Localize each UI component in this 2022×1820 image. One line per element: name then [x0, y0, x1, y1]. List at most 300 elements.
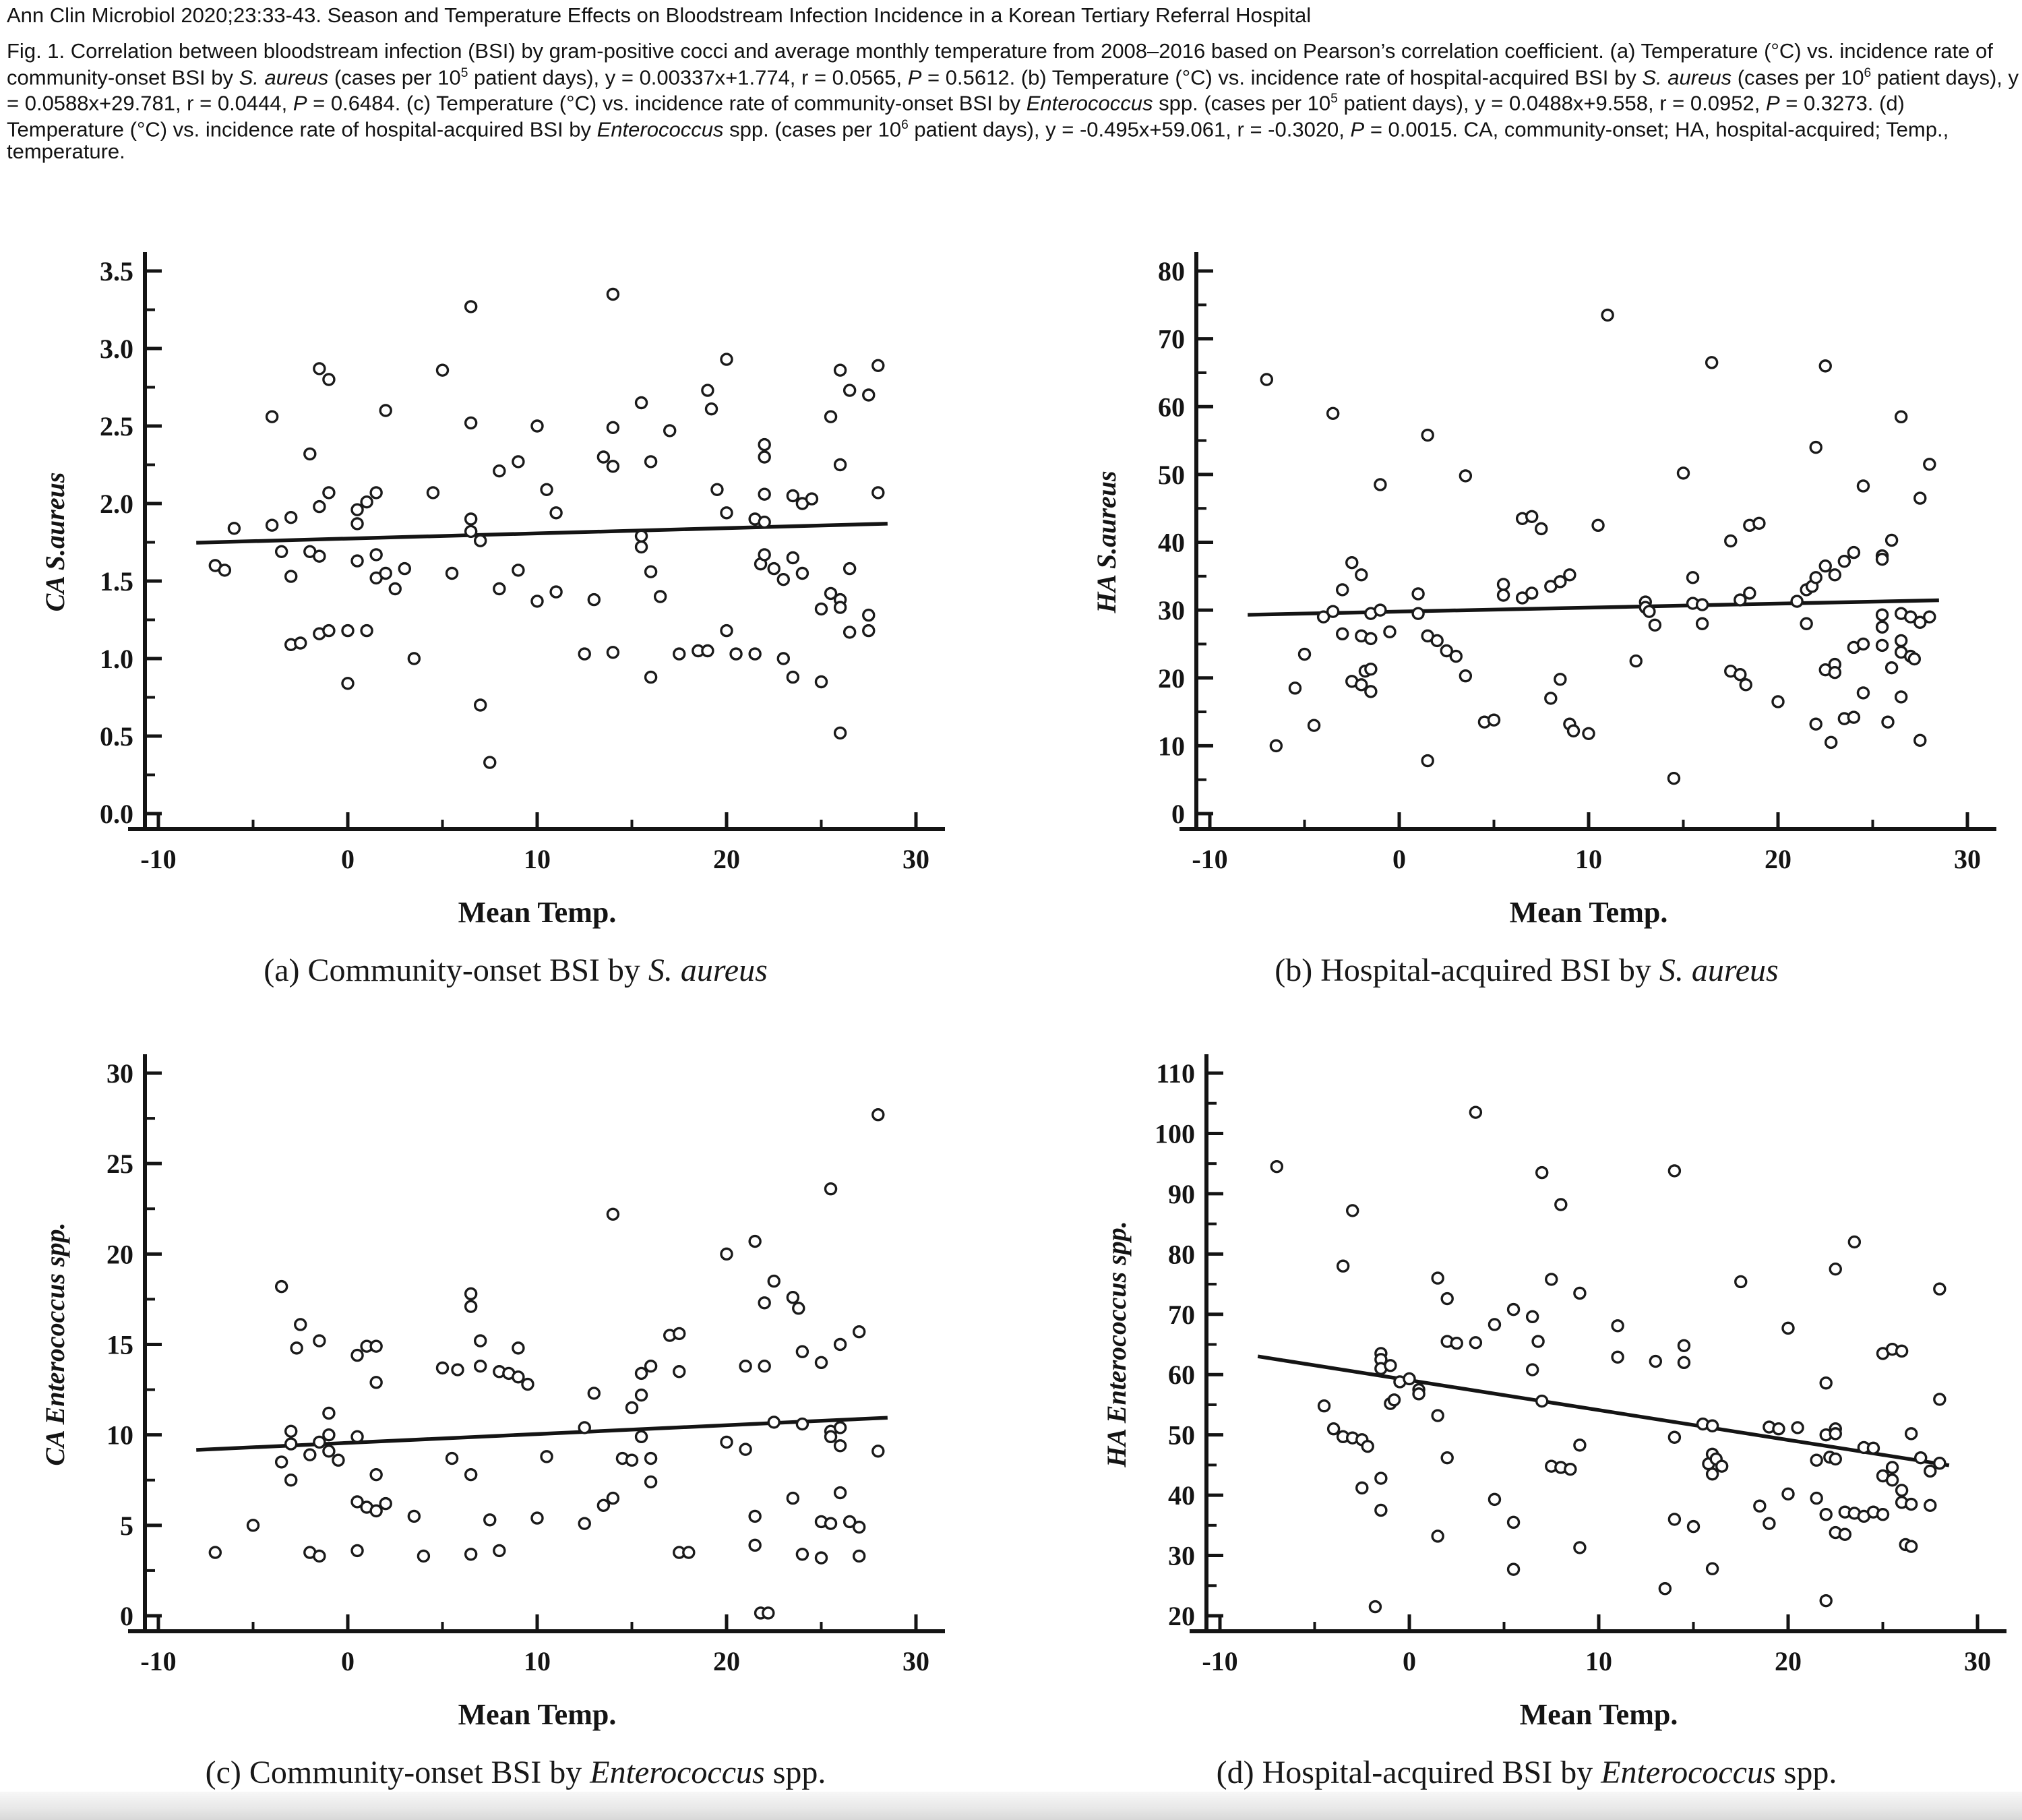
data-point: [390, 584, 400, 595]
x-tick-label: 30: [1954, 844, 1981, 874]
data-point: [1527, 511, 1537, 522]
data-point: [210, 1547, 220, 1558]
data-point: [352, 504, 363, 515]
data-point: [749, 1236, 760, 1247]
data-point: [513, 456, 524, 467]
y-tick-label: 5: [120, 1510, 133, 1541]
data-point: [1810, 572, 1821, 583]
data-point: [466, 1469, 477, 1480]
y-tick-label: 0.0: [100, 799, 133, 829]
data-point: [1934, 1458, 1945, 1469]
y-tick-label: 50: [1168, 1420, 1195, 1451]
data-point: [579, 1422, 590, 1433]
data-point: [286, 512, 297, 523]
data-point: [324, 1430, 334, 1440]
data-point: [352, 1545, 363, 1556]
data-point: [721, 354, 732, 365]
data-point: [1669, 1514, 1680, 1525]
y-tick-label: 110: [1156, 1058, 1195, 1089]
data-point: [228, 523, 239, 534]
data-point: [646, 456, 656, 467]
data-point: [826, 1431, 836, 1442]
y-tick-label: 2.0: [100, 489, 133, 519]
data-point: [1849, 1236, 1860, 1247]
data-point: [1688, 572, 1698, 583]
data-point: [1630, 656, 1641, 667]
y-tick-label: 1.5: [100, 566, 133, 597]
data-point: [1801, 618, 1812, 629]
data-point: [1783, 1488, 1794, 1499]
data-point: [1432, 1410, 1443, 1421]
panel-caption-c: [27, 1754, 1004, 1791]
data-point: [1565, 1464, 1576, 1475]
data-point: [248, 1520, 259, 1531]
data-point: [1508, 1564, 1519, 1575]
data-point: [291, 1343, 302, 1354]
panel-caption-d: [1038, 1754, 2015, 1791]
data-point: [731, 648, 741, 659]
data-point: [787, 672, 798, 683]
data-point: [607, 1493, 618, 1504]
y-tick-label: 80: [1158, 256, 1185, 286]
data-point: [646, 566, 656, 577]
x-tick-label: 30: [902, 844, 929, 874]
data-point: [1536, 523, 1547, 534]
text-segment: (b) Hospital-acquired BSI by: [1275, 952, 1659, 988]
data-point: [702, 385, 713, 396]
data-point: [466, 514, 477, 524]
data-point: [371, 487, 381, 498]
data-point: [1328, 408, 1339, 419]
data-point: [1385, 1360, 1396, 1371]
data-point: [816, 677, 827, 688]
data-point: [749, 648, 760, 659]
data-point: [494, 466, 505, 477]
data-point: [1877, 609, 1888, 620]
data-point: [749, 1540, 760, 1550]
data-point: [494, 1545, 505, 1556]
data-point: [1882, 717, 1893, 727]
x-axis-label: Mean Temp.: [1509, 896, 1668, 929]
data-point: [1568, 725, 1579, 736]
text-segment: spp.: [1775, 1755, 1837, 1790]
data-point: [1612, 1321, 1623, 1331]
data-point: [1413, 588, 1423, 599]
data-point: [816, 1357, 827, 1368]
scatter-plot-ca-saureus: [27, 251, 1004, 945]
data-point: [485, 757, 495, 768]
data-point: [352, 555, 363, 566]
data-point: [1460, 471, 1471, 481]
figure-caption: [7, 40, 2021, 162]
data-point: [778, 574, 789, 585]
data-point: [1659, 1583, 1670, 1594]
data-point: [1839, 1529, 1850, 1540]
data-point: [1707, 1420, 1718, 1431]
data-point: [1826, 737, 1837, 748]
data-point: [532, 1513, 543, 1523]
data-point: [427, 487, 438, 498]
data-point: [276, 1457, 287, 1467]
text-segment: = 0.0015. CA, community-onset; HA, hospital-acquired; Temp., temperature.: [7, 117, 1949, 163]
x-axis-label: Mean Temp.: [458, 1698, 617, 1731]
text-segment: (cases per 10: [328, 65, 461, 89]
data-point: [1644, 606, 1655, 617]
data-point: [380, 568, 391, 579]
data-point: [541, 1451, 552, 1462]
data-point: [361, 497, 372, 508]
data-point: [352, 1350, 363, 1361]
italic-text-segment: P: [293, 91, 307, 115]
data-point: [1830, 1453, 1841, 1464]
data-point: [1820, 1509, 1831, 1520]
y-tick-label: 10: [1158, 731, 1185, 762]
y-tick-label: 1.0: [100, 644, 133, 674]
data-point: [873, 487, 884, 498]
data-point: [759, 1361, 770, 1372]
data-point: [1906, 1428, 1917, 1439]
data-point: [1489, 715, 1500, 725]
data-point: [854, 1522, 865, 1533]
data-point: [1811, 1493, 1822, 1504]
data-point: [1740, 679, 1751, 690]
data-point: [513, 1343, 524, 1354]
data-point: [873, 1110, 884, 1120]
scatter-plot-ca-enterococcus: [27, 1053, 1004, 1747]
y-tick-label: 2.5: [100, 411, 133, 442]
x-tick-label: 20: [1775, 1646, 1802, 1676]
y-tick-label: 0: [120, 1601, 133, 1631]
y-tick-label: 80: [1168, 1239, 1195, 1270]
data-point: [1830, 1428, 1841, 1439]
data-point: [787, 553, 798, 564]
scatter-plot-ha-saureus: [1038, 251, 2015, 945]
data-point: [452, 1364, 463, 1375]
data-point: [797, 1419, 807, 1430]
data-point: [1916, 1453, 1926, 1463]
regression-line: [196, 524, 888, 543]
data-point: [371, 549, 381, 560]
data-point: [1366, 686, 1376, 697]
data-point: [522, 1379, 533, 1390]
italic-text-segment: S. aureus: [239, 65, 329, 89]
data-point: [475, 700, 486, 710]
data-point: [1811, 1455, 1822, 1465]
data-point: [579, 1518, 590, 1529]
data-point: [1356, 570, 1367, 580]
data-point: [1375, 479, 1386, 490]
y-tick-label: 0: [1171, 799, 1185, 829]
data-point: [1736, 1276, 1746, 1287]
data-point: [607, 422, 618, 433]
data-point: [1537, 1167, 1548, 1178]
x-tick-label: 30: [902, 1646, 929, 1676]
data-point: [1783, 1323, 1794, 1333]
data-point: [295, 1319, 306, 1330]
data-point: [408, 1511, 419, 1521]
data-point: [768, 1276, 779, 1287]
data-point: [1422, 756, 1433, 766]
data-point: [1868, 1443, 1878, 1453]
data-point: [607, 1209, 618, 1219]
data-point: [286, 1426, 297, 1436]
footer-gradient-bar: [0, 1792, 2022, 1820]
data-point: [276, 546, 287, 557]
y-tick-label: 30: [106, 1058, 133, 1089]
x-tick-label: 20: [713, 1646, 740, 1676]
data-point: [466, 526, 477, 537]
data-point: [1470, 1337, 1481, 1348]
x-axis-label: Mean Temp.: [458, 896, 617, 929]
data-point: [1773, 696, 1783, 707]
data-point: [324, 487, 334, 498]
italic-text-segment: S. aureus: [1659, 952, 1779, 988]
data-point: [1754, 518, 1765, 528]
data-point: [1909, 654, 1920, 665]
axis-lines: [1190, 1054, 2006, 1631]
data-point: [863, 610, 874, 621]
data-point: [513, 565, 524, 576]
data-point: [305, 1449, 315, 1460]
data-point: [1574, 1440, 1585, 1451]
y-tick-label: 60: [1158, 392, 1185, 423]
data-point: [768, 1417, 779, 1428]
data-point: [1328, 606, 1339, 617]
data-point: [665, 425, 675, 436]
data-point: [1556, 1199, 1566, 1210]
data-point: [721, 1436, 732, 1447]
data-point: [1555, 674, 1566, 685]
data-point: [598, 452, 609, 462]
data-point: [1934, 1283, 1945, 1294]
data-point: [1906, 1541, 1917, 1552]
y-tick-label: 90: [1168, 1178, 1195, 1209]
superscript-segment: 6: [1864, 65, 1872, 80]
data-point: [787, 1292, 798, 1303]
data-point: [1773, 1424, 1784, 1434]
data-point: [1413, 1389, 1424, 1399]
data-point: [380, 405, 391, 416]
data-point: [305, 448, 315, 459]
data-point: [1707, 1563, 1718, 1574]
data-point: [1877, 621, 1888, 632]
data-point: [1887, 1475, 1898, 1486]
data-point: [485, 1515, 495, 1525]
data-point: [267, 411, 278, 422]
x-tick-label: 0: [341, 844, 355, 874]
data-point: [826, 411, 836, 422]
data-point: [1877, 640, 1888, 650]
text-segment: = 0.3273. (d) Temperature (°C) vs. incidence rate of hospital-acquired BSI by: [7, 91, 1905, 142]
y-tick-label: 60: [1168, 1360, 1195, 1391]
data-point: [475, 1335, 486, 1346]
data-point: [1925, 1465, 1936, 1476]
data-point: [646, 1361, 656, 1372]
data-point: [1896, 411, 1907, 422]
data-point: [324, 626, 334, 636]
data-point: [1442, 1294, 1452, 1304]
data-point: [1820, 561, 1831, 572]
data-point: [219, 565, 230, 576]
data-point: [854, 1327, 865, 1337]
data-point: [1896, 635, 1907, 646]
data-point: [1887, 535, 1897, 545]
data-point: [1508, 1517, 1519, 1527]
data-point: [1470, 1107, 1481, 1118]
data-point: [873, 360, 884, 371]
data-point: [863, 390, 874, 400]
data-point: [1319, 1401, 1330, 1412]
data-point: [1725, 535, 1736, 546]
data-point: [1906, 1499, 1917, 1510]
data-point: [740, 1444, 751, 1455]
data-point: [342, 678, 353, 689]
data-point: [1432, 1273, 1443, 1283]
text-segment: (d) Hospital-acquired BSI by: [1216, 1755, 1601, 1790]
superscript-segment: 5: [1330, 92, 1338, 107]
data-point: [1602, 309, 1613, 320]
data-point: [1810, 442, 1821, 453]
text-segment: (c) Community-onset BSI by: [205, 1755, 590, 1790]
italic-text-segment: P: [1350, 117, 1365, 142]
data-point: [361, 626, 372, 636]
data-point: [333, 1455, 344, 1465]
panel-b: [1038, 251, 2015, 1050]
data-point: [286, 571, 297, 582]
data-point: [1375, 605, 1386, 615]
data-point: [1897, 1345, 1907, 1356]
data-point: [1650, 1356, 1661, 1367]
data-point: [466, 417, 477, 428]
data-point: [1669, 1165, 1680, 1176]
data-point: [1451, 1338, 1462, 1349]
data-point: [1384, 626, 1395, 637]
data-point: [1289, 683, 1300, 694]
data-point: [1413, 608, 1423, 619]
data-point: [1678, 1357, 1689, 1368]
data-point: [352, 1431, 363, 1442]
data-point: [314, 502, 325, 512]
data-point: [778, 653, 789, 664]
data-point: [475, 535, 486, 546]
y-axis-label: HA S.aureus: [1091, 471, 1122, 613]
text-segment: patient days), y = 0.0488x+9.558, r = 0.0952,: [1337, 91, 1766, 115]
italic-text-segment: Enterococcus: [590, 1755, 765, 1790]
data-point: [1678, 468, 1689, 479]
data-point: [1389, 1395, 1400, 1405]
data-point: [1489, 1319, 1500, 1330]
y-axis-label: CA S.aureus: [40, 472, 70, 612]
data-point: [466, 1549, 477, 1560]
data-point: [627, 1402, 638, 1413]
text-segment: spp. (cases per 10: [1153, 91, 1331, 115]
data-point: [826, 1518, 836, 1529]
data-point: [646, 1453, 656, 1464]
data-point: [1877, 554, 1888, 565]
data-point: [399, 564, 410, 574]
data-point: [740, 1361, 751, 1372]
data-point: [1697, 618, 1708, 629]
data-point: [579, 648, 590, 659]
data-point: [324, 374, 334, 385]
data-point: [797, 1346, 807, 1357]
data-point: [835, 365, 846, 375]
data-point: [1764, 1518, 1775, 1529]
x-tick-label: -10: [140, 844, 177, 874]
data-point: [816, 1552, 827, 1563]
y-tick-label: 3.5: [100, 256, 133, 286]
data-point: [371, 1505, 381, 1516]
text-segment: patient days), y = 0.00337x+1.774, r = 0.0565,: [468, 65, 908, 89]
data-point: [607, 647, 618, 658]
data-point: [712, 484, 723, 495]
y-tick-label: 20: [1158, 663, 1185, 694]
data-point: [835, 727, 846, 738]
data-point: [1498, 579, 1509, 590]
x-tick-label: 10: [524, 844, 551, 874]
data-point: [380, 1498, 391, 1509]
data-point: [636, 1368, 647, 1378]
data-point: [835, 1440, 846, 1451]
text-segment: patient days), y = -0.495x+59.061, r = -0.3020,: [908, 117, 1351, 142]
data-point: [371, 1377, 381, 1388]
data-point: [1669, 1432, 1680, 1443]
panel-caption-b: [1038, 952, 2015, 989]
plot-area: [1091, 252, 1996, 929]
y-tick-label: 100: [1155, 1118, 1195, 1149]
data-point: [835, 602, 846, 613]
x-tick-label: 20: [713, 844, 740, 874]
data-point: [721, 508, 732, 518]
data-point: [324, 1407, 334, 1418]
data-point: [607, 461, 618, 472]
data-point: [532, 596, 543, 607]
data-point: [286, 1475, 297, 1486]
data-point: [475, 1361, 486, 1372]
data-point: [683, 1547, 694, 1558]
text-segment: (a) Community-onset BSI by: [264, 952, 648, 988]
data-point: [797, 568, 807, 579]
italic-text-segment: P: [907, 65, 922, 89]
data-point: [371, 1469, 381, 1480]
data-point: [826, 1184, 836, 1194]
y-tick-label: 20: [106, 1239, 133, 1270]
italic-text-segment: Enterococcus: [1026, 91, 1153, 115]
data-point: [1362, 1441, 1373, 1452]
data-point: [1829, 667, 1840, 678]
data-point: [1583, 728, 1594, 739]
data-point: [1887, 663, 1897, 673]
data-point: [598, 1500, 609, 1511]
y-tick-label: 50: [1158, 459, 1185, 490]
data-point: [759, 517, 770, 528]
data-point: [1858, 481, 1868, 491]
data-point: [806, 493, 817, 504]
data-point: [1830, 1264, 1841, 1275]
data-point: [1546, 1274, 1557, 1285]
data-point: [1810, 719, 1821, 729]
data-point: [1593, 520, 1603, 530]
y-tick-label: 40: [1158, 527, 1185, 558]
data-point: [1688, 1521, 1699, 1532]
data-point: [1915, 493, 1926, 504]
data-point: [466, 1301, 477, 1312]
data-point: [1357, 1482, 1368, 1493]
data-point: [835, 1488, 846, 1498]
y-tick-label: 30: [1158, 595, 1185, 626]
data-point: [1678, 1340, 1689, 1351]
data-point: [1925, 1500, 1936, 1511]
